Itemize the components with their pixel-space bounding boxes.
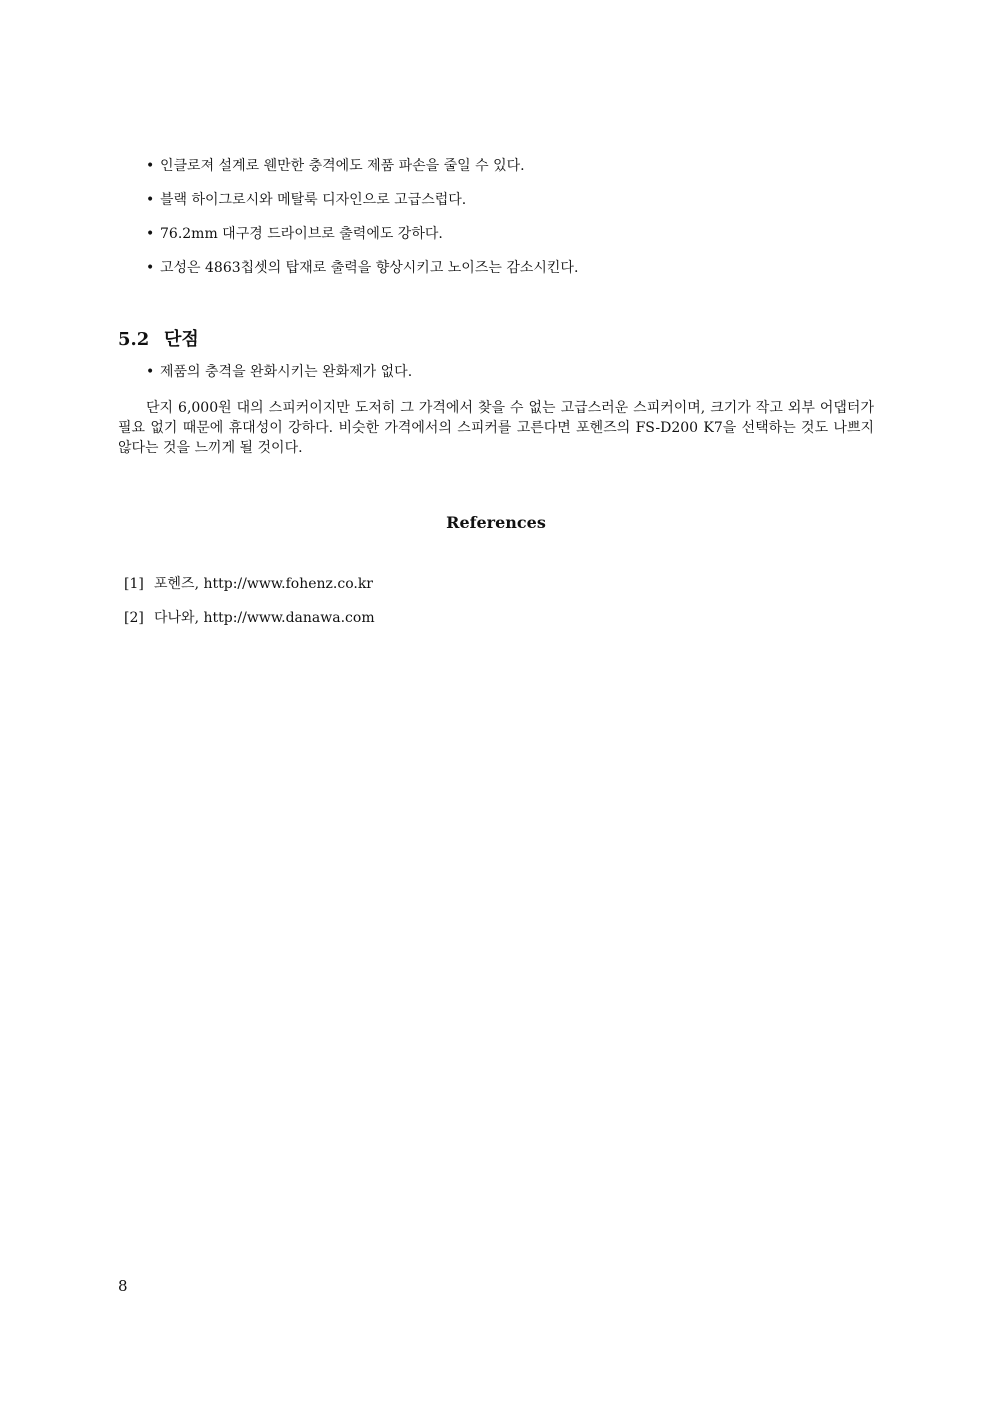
bullet-text: 인클로져 설계로 웬만한 충격에도 제품 파손을 줄일 수 있다. — [160, 158, 525, 174]
bullet-icon: • — [146, 260, 155, 276]
reference-number: [2] — [124, 610, 144, 626]
page-number: 8 — [118, 1277, 128, 1295]
bullet-text: 블랙 하이그로시와 메탈룩 디자인으로 고급스럽다. — [160, 192, 467, 208]
reference-text: 다나와, http://www.danawa.com — [154, 610, 375, 626]
references-list — [124, 574, 375, 642]
pros-bullet-list — [146, 156, 578, 292]
reference-item — [124, 608, 375, 628]
bullet-icon: • — [146, 364, 155, 380]
bullet-text: 제품의 충격을 완화시키는 완화제가 없다. — [160, 364, 413, 380]
bullet-icon: • — [146, 158, 155, 174]
list-item — [146, 156, 578, 176]
list-item — [146, 224, 578, 244]
section-title: 단점 — [164, 329, 199, 350]
bullet-icon: • — [146, 192, 155, 208]
reference-item — [124, 574, 375, 594]
bullet-text: 76.2mm 대구경 드라이브로 출력에도 강하다. — [160, 226, 443, 242]
references-title: References — [446, 513, 546, 532]
bullet-text: 고성은 4863칩셋의 탑재로 출력을 향상시키고 노이즈는 감소시킨다. — [160, 260, 579, 276]
cons-bullet-list — [146, 362, 412, 382]
list-item — [146, 362, 412, 382]
section-heading — [118, 326, 199, 354]
reference-number: [1] — [124, 576, 144, 592]
list-item — [146, 190, 578, 210]
list-item — [146, 258, 578, 278]
summary-paragraph: 단지 6,000원 대의 스피커이지만 도저히 그 가격에서 찾을 수 없는 고급스러운 스피커이며, 크기가 작고 외부 어댑터가 필요 없기 때문에 휴대성이 강하다. 비슷한 가격에서의 스피커를 고른다면 포헨즈의 FS-D200 K7을 선택하는 것도 나쁘지 않다는 것을 느끼게 될 것이다. — [118, 400, 874, 456]
bullet-icon: • — [146, 226, 155, 242]
reference-text: 포헨즈, http://www.fohenz.co.kr — [154, 576, 373, 592]
section-number: 5.2 — [118, 329, 150, 350]
